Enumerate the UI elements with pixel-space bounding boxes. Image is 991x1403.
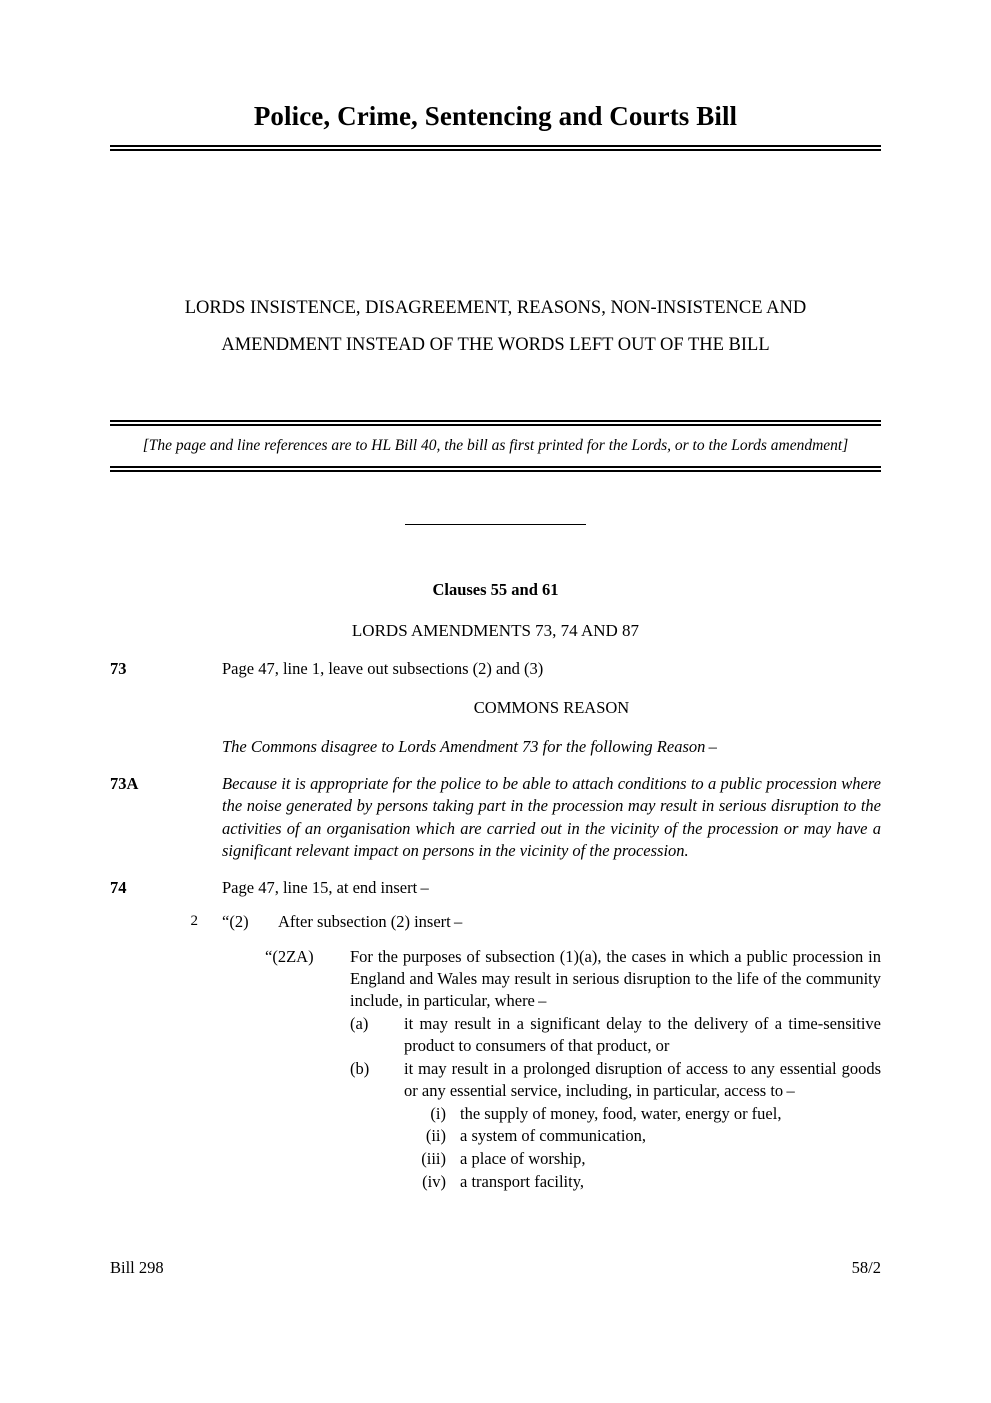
subitem-iv-marker: (iv) bbox=[422, 1171, 446, 1191]
item-a-text: it may result in a significant delay to the delivery of a time-sensitive product to consumers of that product, or bbox=[404, 1013, 881, 1056]
quoted-subsection-2 bbox=[222, 911, 881, 933]
commons-reason-intro-row bbox=[110, 736, 881, 758]
page-title: Police, Crime, Sentencing and Courts Bill bbox=[253, 101, 738, 131]
amendment-73a-row bbox=[110, 773, 881, 863]
section-divider bbox=[405, 524, 586, 525]
document-subtitle bbox=[110, 290, 881, 364]
item-b-text: it may result in a prolonged disruption of access to any essential goods or any essential service, including, in particular, access to – bbox=[404, 1058, 881, 1101]
amendment-74-row bbox=[110, 877, 881, 899]
item-b-marker: (b) bbox=[350, 1058, 370, 1078]
subitem-iii-text: a place of worship, bbox=[460, 1149, 586, 1169]
bill-number: Bill 298 bbox=[110, 1258, 164, 1277]
list-item bbox=[404, 1103, 881, 1126]
subsection-2-marker: “(2) bbox=[222, 912, 249, 932]
title-rule bbox=[110, 145, 881, 151]
reference-note-box bbox=[110, 420, 881, 472]
amendment-73a-number: 73A bbox=[110, 773, 139, 793]
subitem-iii-marker: (iii) bbox=[421, 1149, 446, 1169]
list-item bbox=[404, 1125, 881, 1148]
reference-note-text: [The page and line references are to HL Bill 40, the bill as first printed for the Lords, or to the Lords amendment] bbox=[142, 437, 849, 454]
clauses-heading: Clauses 55 and 61 bbox=[432, 580, 559, 599]
amendment-74-number: 74 bbox=[110, 877, 127, 897]
title-block bbox=[110, 100, 881, 151]
amendment-73-number: 73 bbox=[110, 659, 127, 678]
subsection-2za-text: For the purposes of subsection (1)(a), the cases in which a public procession in England and Wales may result in serious disruption to the life of the community include, in particular, where – bbox=[350, 946, 881, 1011]
quoted-subsection-2-row bbox=[110, 911, 881, 933]
amendment-73-instruction: Page 47, line 1, leave out subsections (2) and (3) bbox=[222, 659, 544, 678]
list-item bbox=[350, 1013, 881, 1058]
amendment-74-instruction: Page 47, line 15, at end insert – bbox=[222, 877, 429, 897]
item-a-marker: (a) bbox=[350, 1013, 369, 1033]
subtitle-line-1: LORDS INSISTENCE, DISAGREEMENT, REASONS, NON-INSISTENCE AND bbox=[184, 298, 807, 318]
note-rule-bottom bbox=[110, 466, 881, 472]
list-item bbox=[404, 1148, 881, 1171]
subitem-ii-text: a system of communication, bbox=[460, 1126, 647, 1146]
commons-reason-intro: The Commons disagree to Lords Amendment 73 for the following Reason – bbox=[222, 737, 717, 757]
subsection-2-text: After subsection (2) insert – bbox=[278, 912, 463, 932]
amendment-73a-text: Because it is appropriate for the police to be able to attach conditions to a public procession where the noise generated by persons taking part in the procession may result in serious disruption to the activities of an organisation which are carried out in the vicinity of the procession or may have a significant relevant impact on persons in the vicinity of the procession. bbox=[222, 773, 881, 861]
subsection-2za-marker: “(2ZA) bbox=[265, 946, 314, 966]
line-number: 2 bbox=[190, 913, 198, 930]
page-reference: 58/2 bbox=[851, 1258, 881, 1277]
quoted-subsection-2za bbox=[265, 946, 881, 1013]
amendments-heading: LORDS AMENDMENTS 73, 74 AND 87 bbox=[351, 621, 640, 640]
subitem-iv-text: a transport facility, bbox=[460, 1171, 585, 1191]
subitem-i-marker: (i) bbox=[430, 1103, 446, 1123]
subitem-ii-marker: (ii) bbox=[425, 1126, 446, 1146]
page-footer bbox=[110, 1258, 881, 1278]
list-item bbox=[404, 1171, 881, 1194]
subtitle-line-2: AMENDMENT INSTEAD OF THE WORDS LEFT OUT OF THE BILL bbox=[221, 335, 770, 355]
amendment-73-row bbox=[110, 658, 881, 680]
subitem-i-text: the supply of money, food, water, energy or fuel, bbox=[460, 1103, 782, 1123]
amendments-body bbox=[110, 658, 881, 1194]
commons-reason-heading: COMMONS REASON bbox=[473, 698, 630, 718]
list-item bbox=[350, 1058, 881, 1103]
